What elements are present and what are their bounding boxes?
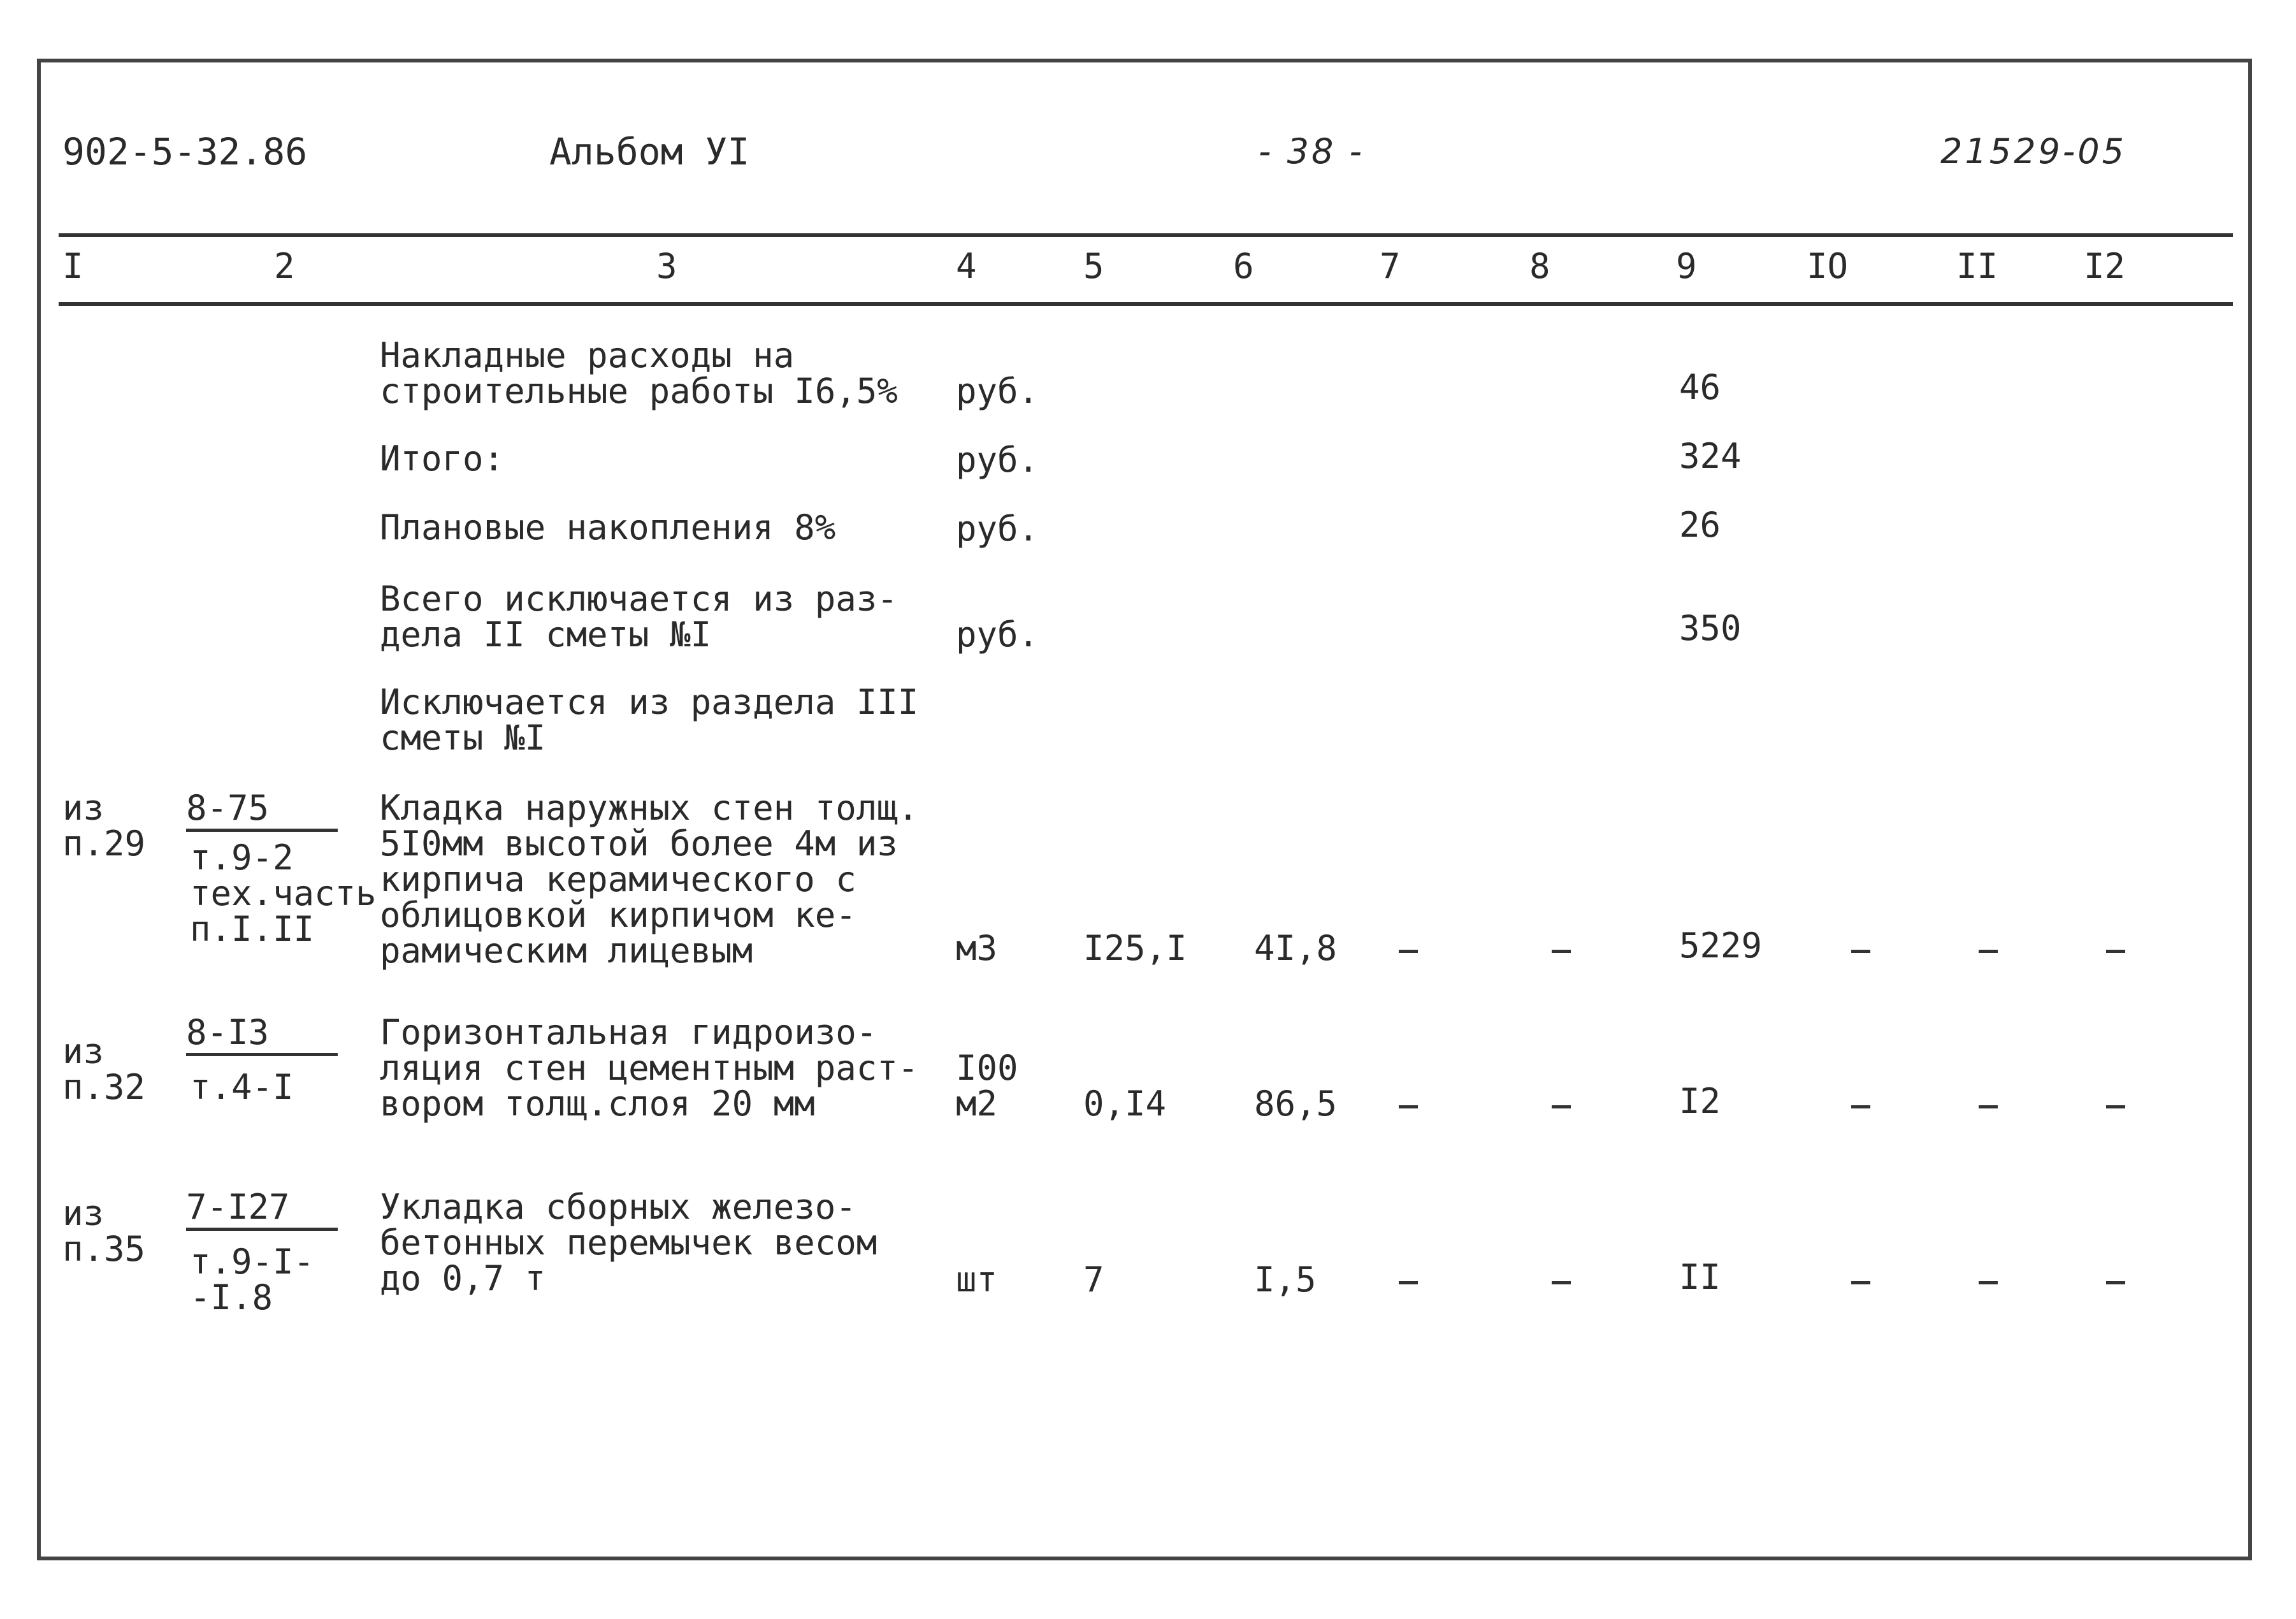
column-header-3: 3 — [656, 246, 677, 286]
row-2-col7-dash — [1399, 1105, 1418, 1108]
row-1-total: 5229 — [1679, 926, 1763, 966]
album-label: Альбом УІ — [549, 130, 750, 173]
summary-excluded-unit: руб. — [956, 614, 1039, 655]
column-header-9: 9 — [1676, 246, 1697, 286]
summary-overhead-value: 46 — [1679, 367, 1721, 407]
row-1-unit: м3 — [956, 928, 998, 968]
row-3-unit: шт — [956, 1260, 998, 1300]
row-3-col12-dash — [2106, 1281, 2125, 1284]
table-top-rule — [59, 233, 2233, 237]
summary-total-text: Итого: — [380, 439, 505, 479]
column-header-5: 5 — [1083, 246, 1104, 286]
row-1-col10-dash — [1851, 950, 1870, 953]
row-2-col10-dash — [1851, 1105, 1870, 1108]
summary-overhead-unit: руб. — [956, 371, 1039, 411]
row-3-position: из п.35 — [62, 1193, 146, 1269]
row-3-col7-dash — [1399, 1281, 1418, 1284]
column-header-12: I2 — [2084, 246, 2126, 286]
row-3-unit-price: I,5 — [1254, 1260, 1317, 1300]
row-3-col11-dash — [1979, 1281, 1998, 1284]
row-2-unit-price: 86,5 — [1254, 1084, 1338, 1124]
row-2-col11-dash — [1979, 1105, 1998, 1108]
row-1-col7-dash — [1399, 950, 1418, 953]
row-2-total: I2 — [1679, 1081, 1721, 1121]
column-header-2: 2 — [274, 246, 295, 286]
summary-savings-unit: руб. — [956, 509, 1039, 549]
row-1-position: из п.29 — [62, 788, 146, 864]
row-3-code: 7-I27 — [186, 1189, 338, 1231]
row-3-reference: т.9-I- -I.8 — [190, 1242, 315, 1318]
row-3-total: II — [1679, 1257, 1721, 1297]
column-header-10: IO — [1807, 246, 1849, 286]
page-number: - 38 - — [1259, 131, 1365, 171]
row-2-quantity: 0,I4 — [1083, 1084, 1167, 1124]
column-header-7: 7 — [1380, 246, 1401, 286]
row-2-reference: т.4-I — [190, 1067, 294, 1107]
document-number: 21529-05 — [1940, 131, 2126, 171]
page-frame — [37, 59, 2252, 1560]
summary-total-value: 324 — [1679, 436, 1742, 476]
summary-excluded-text: Всего исключается из раз- дела II сметы №I — [380, 579, 898, 655]
column-header-8: 8 — [1529, 246, 1550, 286]
row-3-col10-dash — [1851, 1281, 1870, 1284]
column-header-11: II — [1956, 246, 1998, 286]
row-2-unit: I00 м2 — [956, 1048, 1018, 1124]
column-header-1: I — [62, 246, 83, 286]
row-3-description: Укладка сборных железо- бетонных перемычек весом до 0,7 т — [380, 1187, 877, 1298]
row-1-unit-price: 4I,8 — [1254, 928, 1338, 968]
row-1-code: 8-75 — [186, 790, 338, 832]
row-1-reference: т.9-2 тех.часть п.I.II — [190, 838, 377, 949]
row-2-position: из п.32 — [62, 1031, 146, 1107]
table-header-rule — [59, 302, 2233, 306]
summary-overhead-text: Накладные расходы на строительные работы I6,5% — [380, 335, 898, 411]
column-header-6: 6 — [1233, 246, 1254, 286]
document-code: 902-5-32.86 — [62, 130, 308, 173]
row-2-code: 8-I3 — [186, 1015, 338, 1056]
row-3-quantity: 7 — [1083, 1260, 1104, 1300]
row-3-col8-dash — [1552, 1281, 1571, 1284]
summary-savings-text: Плановые накопления 8% — [380, 507, 836, 548]
row-2-col12-dash — [2106, 1105, 2125, 1108]
summary-total-unit: руб. — [956, 440, 1039, 480]
section-heading: Исключается из раздела III сметы №I — [380, 682, 919, 758]
summary-savings-value: 26 — [1679, 505, 1721, 545]
column-header-4: 4 — [956, 246, 977, 286]
row-1-col8-dash — [1552, 950, 1571, 953]
row-1-description: Кладка наружных стен толщ. 5I0мм высотой более 4м из кирпича керамического с облицовкой кирпичом ке- рамическим лицевым — [380, 788, 919, 971]
row-2-description: Горизонтальная гидроизо- ляция стен цементным раст- вором толщ.слоя 20 мм — [380, 1012, 919, 1124]
row-1-col12-dash — [2106, 950, 2125, 953]
row-1-quantity: I25,I — [1083, 928, 1187, 968]
row-1-col11-dash — [1979, 950, 1998, 953]
row-2-col8-dash — [1552, 1105, 1571, 1108]
summary-excluded-value: 350 — [1679, 608, 1742, 648]
